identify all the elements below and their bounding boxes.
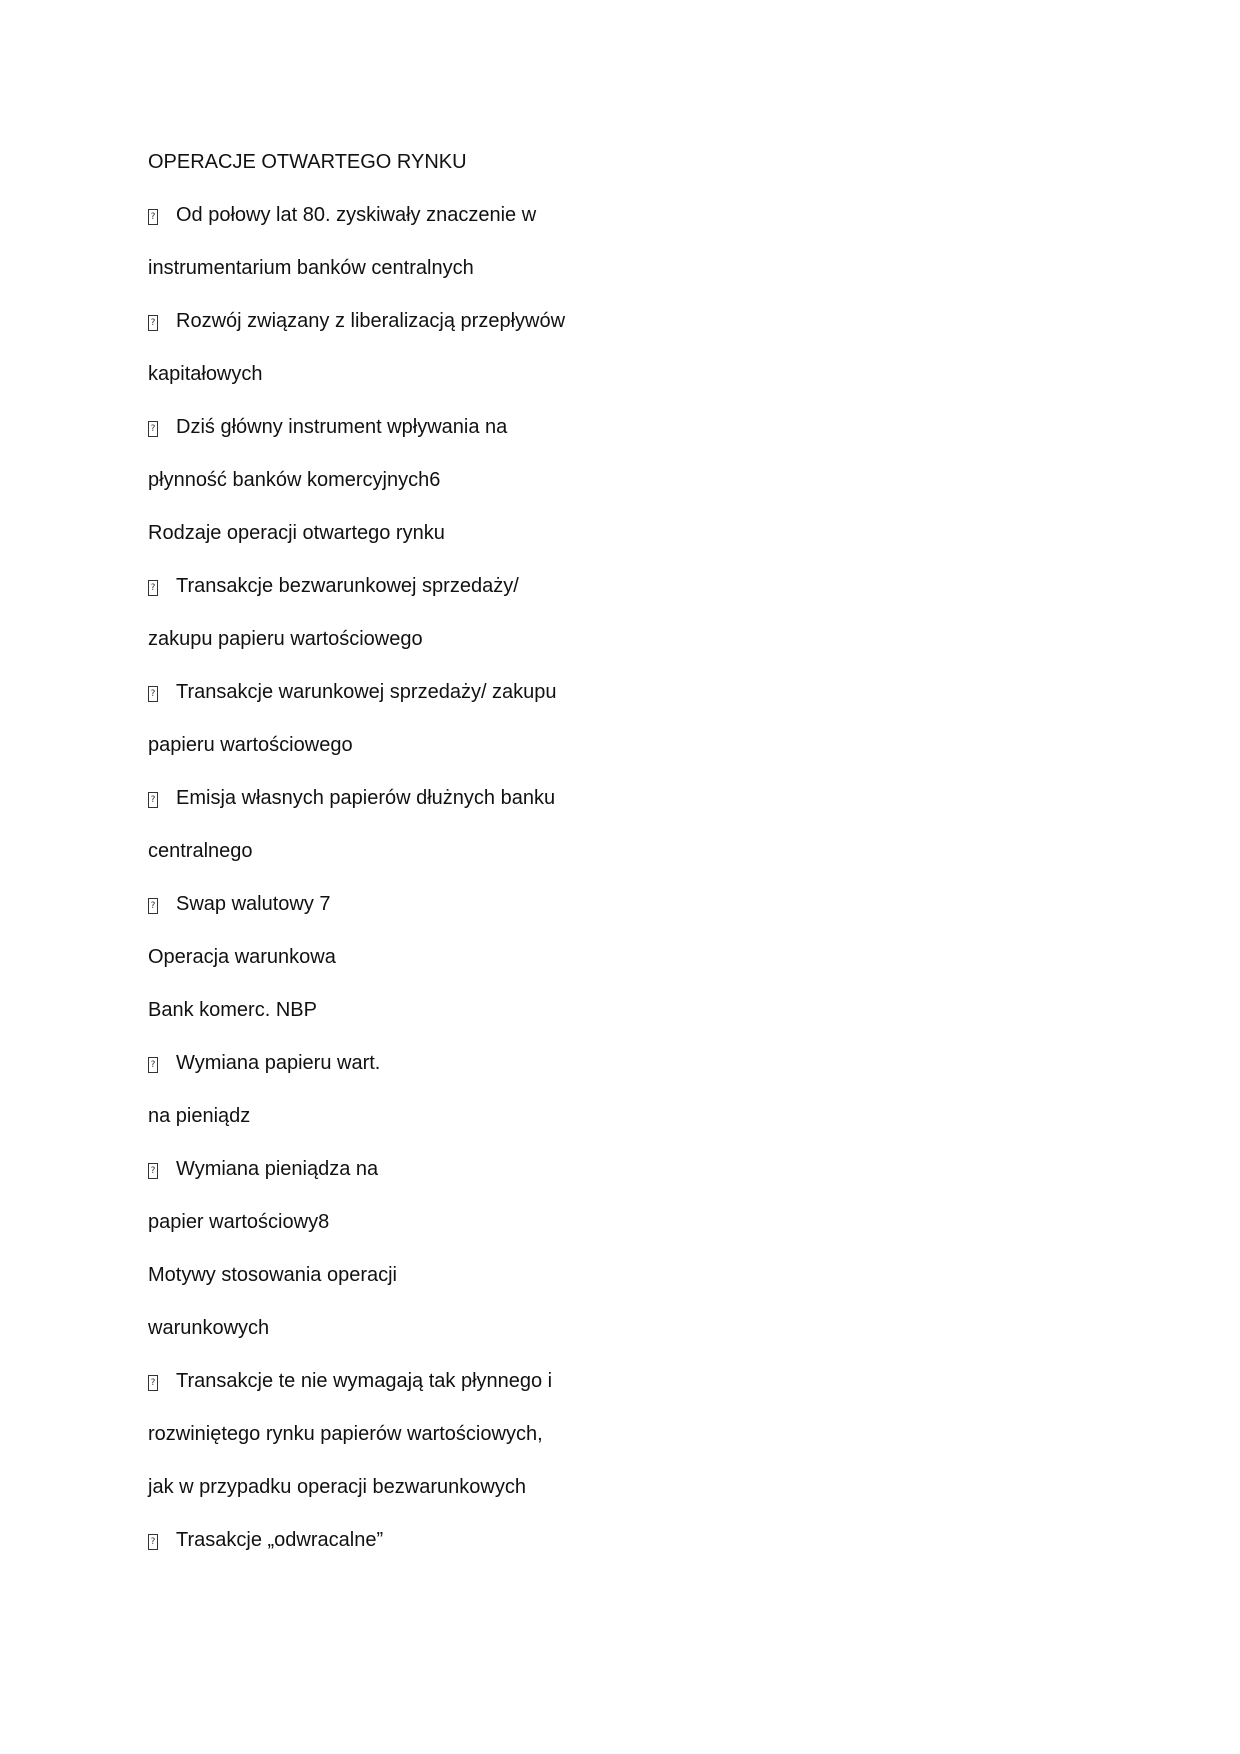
text-line (148, 719, 1048, 772)
missing-glyph-box-icon: ? (148, 209, 158, 225)
line-text: zakupu papieru wartościowego (148, 628, 423, 650)
line-text: Operacja warunkowa (148, 946, 336, 968)
line-text: Wymiana pieniądza na (176, 1158, 379, 1180)
line-text: Transakcje warunkowej sprzedaży/ zakupu (176, 681, 557, 703)
line-text: Transakcje bezwarunkowej sprzedaży/ (176, 575, 519, 597)
bullet-line (148, 878, 1048, 931)
line-text: Swap walutowy 7 (176, 893, 331, 915)
missing-glyph-box-icon: ? (148, 1057, 158, 1073)
missing-glyph-box-icon: ? (148, 580, 158, 596)
line-text: Rozwój związany z liberalizacją przepływów (176, 310, 566, 332)
missing-glyph-box-icon: ? (148, 1534, 158, 1550)
bullet-line (148, 401, 1048, 454)
line-text: warunkowych (148, 1317, 270, 1339)
bullet-line (148, 666, 1048, 719)
line-text: Motywy stosowania operacji (148, 1264, 397, 1286)
bullet-line (148, 1355, 1048, 1408)
line-text: Transakcje te nie wymagają tak płynnego i (176, 1370, 553, 1392)
line-text: papieru wartościowego (148, 734, 353, 756)
text-line (148, 1302, 1048, 1355)
text-line (148, 1196, 1048, 1249)
text-line (148, 984, 1048, 1037)
bullet-line (148, 1037, 1048, 1090)
text-line (148, 931, 1048, 984)
missing-glyph-box-icon: ? (148, 686, 158, 702)
line-text: Od połowy lat 80. zyskiwały znaczenie w (176, 204, 537, 226)
bullet-line (148, 772, 1048, 825)
line-text: Dziś główny instrument wpływania na (176, 416, 508, 438)
line-text: jak w przypadku operacji bezwarunkowych (148, 1476, 526, 1498)
missing-glyph-box-icon: ? (148, 792, 158, 808)
text-line (148, 454, 1048, 507)
text-line (148, 242, 1048, 295)
line-text: OPERACJE OTWARTEGO RYNKU (148, 151, 467, 173)
text-line (148, 1090, 1048, 1143)
text-line (148, 1408, 1048, 1461)
bullet-line (148, 1514, 1048, 1567)
missing-glyph-box-icon: ? (148, 1375, 158, 1391)
line-text: Emisja własnych papierów dłużnych banku (176, 787, 556, 809)
bullet-line (148, 1143, 1048, 1196)
bullet-line (148, 189, 1048, 242)
line-text: Wymiana papieru wart. (176, 1052, 381, 1074)
document-body (148, 136, 1048, 1567)
missing-glyph-box-icon: ? (148, 421, 158, 437)
text-line (148, 348, 1048, 401)
line-text: Bank komerc. NBP (148, 999, 317, 1021)
bullet-line (148, 295, 1048, 348)
text-line (148, 507, 1048, 560)
text-line (148, 613, 1048, 666)
missing-glyph-box-icon: ? (148, 1163, 158, 1179)
line-text: papier wartościowy8 (148, 1211, 330, 1233)
line-text: rozwiniętego rynku papierów wartościowych, (148, 1423, 543, 1445)
text-line (148, 825, 1048, 878)
line-text: płynność banków komercyjnych6 (148, 469, 441, 491)
line-text: centralnego (148, 840, 253, 862)
line-text: instrumentarium banków centralnych (148, 257, 474, 279)
line-text: Trasakcje „odwracalne” (176, 1529, 384, 1551)
missing-glyph-box-icon: ? (148, 315, 158, 331)
line-text: kapitałowych (148, 363, 263, 385)
document-title (148, 136, 1048, 189)
text-line (148, 1249, 1048, 1302)
bullet-line (148, 560, 1048, 613)
line-text: na pieniądz (148, 1105, 251, 1127)
text-line (148, 1461, 1048, 1514)
missing-glyph-box-icon: ? (148, 898, 158, 914)
line-text: Rodzaje operacji otwartego rynku (148, 522, 445, 544)
